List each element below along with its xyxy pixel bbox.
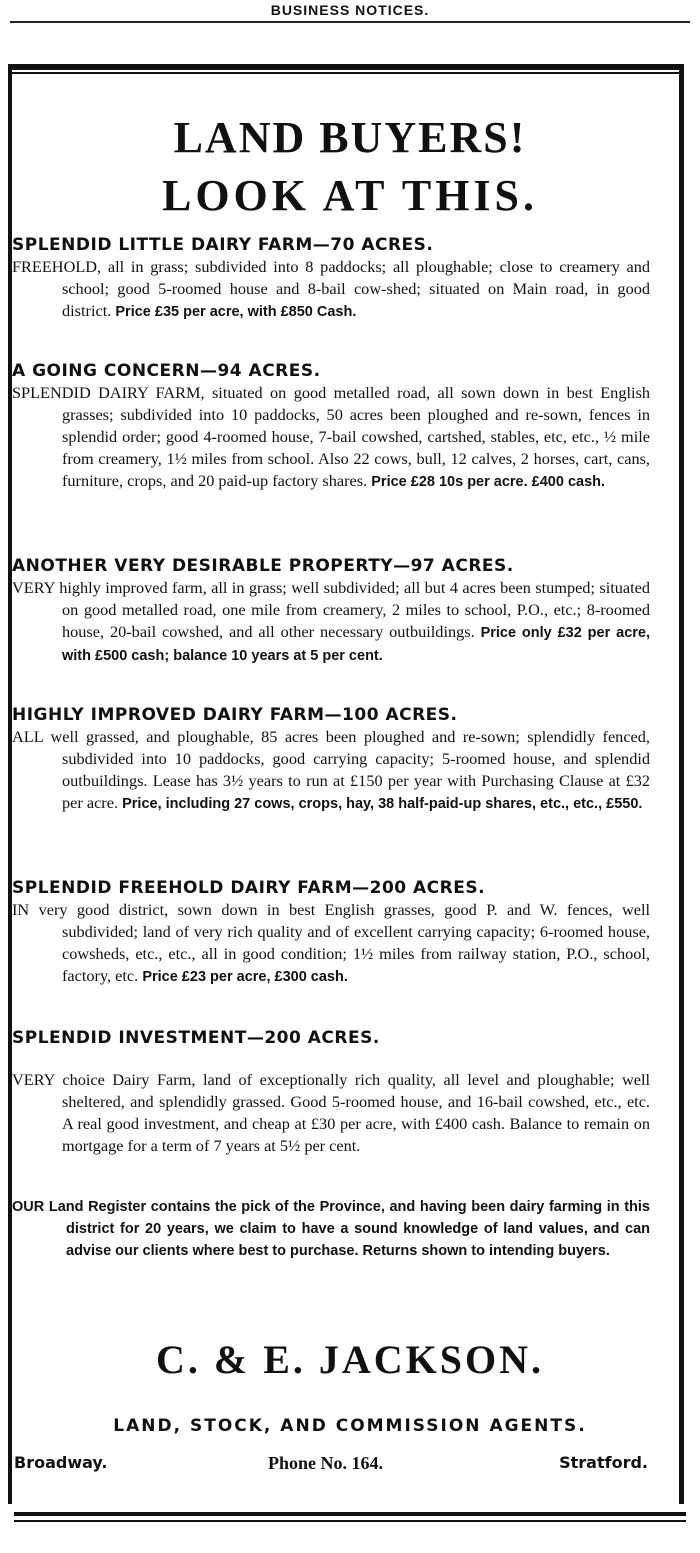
listing-description: FREEHOLD, all in grass; subdivided into 8 paddocks; all ploughable; close to creamery and school; good 5-roomed house and 8-bail cow-shed; situated on Main road, in good district. — [12, 257, 650, 320]
listing-price: Price only £32 per acre, with £500 cash; balance 10 years at 5 per cent. — [62, 625, 650, 664]
listing-body — [12, 256, 650, 323]
listing-body — [12, 1069, 650, 1157]
listing-heading: A GOING CONCERN—94 ACRES. — [12, 361, 321, 381]
bottom-rule-thin — [14, 1520, 686, 1522]
land-register-note: OUR Land Register contains the pick of the Province, and having been dairy farming in this district for 20 years, we claim to have a sound knowledge of land values, and can advise our clients where best to purchase. Returns shown to intending buyers. — [12, 1199, 650, 1259]
company-tagline: LAND, STOCK, AND COMMISSION AGENTS. — [113, 1416, 587, 1436]
listing-heading: HIGHLY IMPROVED DAIRY FARM—100 ACRES. — [12, 705, 458, 725]
listing-200-acres-freehold — [12, 877, 650, 988]
phone-number: Phone No. 164. — [268, 1453, 384, 1473]
ad-title-line2: LOOK AT THIS. — [161, 171, 539, 220]
listing-price: Price £23 per acre, £300 cash. — [142, 969, 348, 985]
company-name: C. & E. JACKSON. — [155, 1337, 545, 1382]
listing-body — [12, 899, 650, 988]
listing-description: VERY highly improved farm, all in grass; well subdivided; all but 4 acres been stumped; situated on good metalled road, one mile from creamery, 2 miles to school, P.O., etc.; 8-roomed house, 20-bail cowshed, and all other necessary outbuildings. — [12, 578, 650, 641]
listing-97-acres — [12, 555, 650, 667]
listing-description: ALL well grassed, and ploughable, 85 acres been ploughed and re-sown; splendidly fenced, subdivided into 10 paddocks, good carrying capacity; 5-roomed house, and splendid outbuildings. Lease has 3½ years to run at £150 per year with Purchasing Clause at £32 per acre. — [12, 727, 650, 812]
listing-70-acres — [12, 234, 650, 323]
listing-heading: SPLENDID FREEHOLD DAIRY FARM—200 ACRES. — [12, 878, 486, 898]
listing-description: SPLENDID DAIRY FARM, situated on good metalled road, all sown down in best English grasses; subdivided into 10 paddocks, 50 acres been ploughed and re-sown, fences in splendid order; good 4-roomed house, 7-bail cowshed, cartshed, stables, etc, etc., ½ mile from creamery, 1½ miles from school. Also 22 cows, bull, 12 calves, 2 horses, cart, cans, furniture, crops, and 20 paid-up factory shares. — [12, 383, 650, 490]
address-left: Broadway. — [14, 1453, 108, 1472]
page-header: BUSINESS NOTICES. — [270, 2, 430, 18]
bottom-rule-thick — [14, 1512, 686, 1516]
listing-200-acres-investment — [12, 1027, 650, 1157]
listing-100-acres — [12, 704, 650, 815]
address-right: Stratford. — [559, 1453, 648, 1472]
listing-body — [12, 726, 650, 815]
listing-description: IN very good district, sown down in best English grasses, good P. and W. fences, well subdivided; land of very rich quality and of excellent carrying capacity; 6-roomed house, cowsheds, etc., etc., all in good condition; 1½ miles from railway station, P.O., school, factory, etc. — [12, 900, 650, 985]
listing-heading: SPLENDID INVESTMENT—200 ACRES. — [12, 1028, 380, 1048]
ad-title-line1: LAND BUYERS! — [173, 113, 527, 162]
advertisement-top-rule — [8, 72, 684, 74]
listing-body — [12, 382, 650, 493]
listing-description: VERY choice Dairy Farm, land of exceptionally rich quality, all level and ploughable; well sheltered, and splendidly grassed. Good 5-roomed house, and 16-bail cowshed, etc., etc. A real good investment, and cheap at £30 per acre, with £400 cash. Balance to remain on mortgage for a term of 7 years at 5½ per cent. — [12, 1070, 650, 1155]
header-rule — [10, 21, 690, 23]
listing-price: Price £35 per acre, with £850 Cash. — [115, 304, 357, 320]
listing-heading: ANOTHER VERY DESIRABLE PROPERTY—97 ACRES. — [12, 556, 514, 576]
listing-94-acres — [12, 360, 650, 493]
listing-price: Price, including 27 cows, crops, hay, 38 half-paid-up shares, etc., etc., £550. — [122, 796, 643, 812]
listing-price: Price £28 10s per acre. £400 cash. — [371, 474, 606, 490]
listing-heading: SPLENDID LITTLE DAIRY FARM—70 ACRES. — [12, 235, 434, 255]
listing-body — [12, 577, 650, 667]
